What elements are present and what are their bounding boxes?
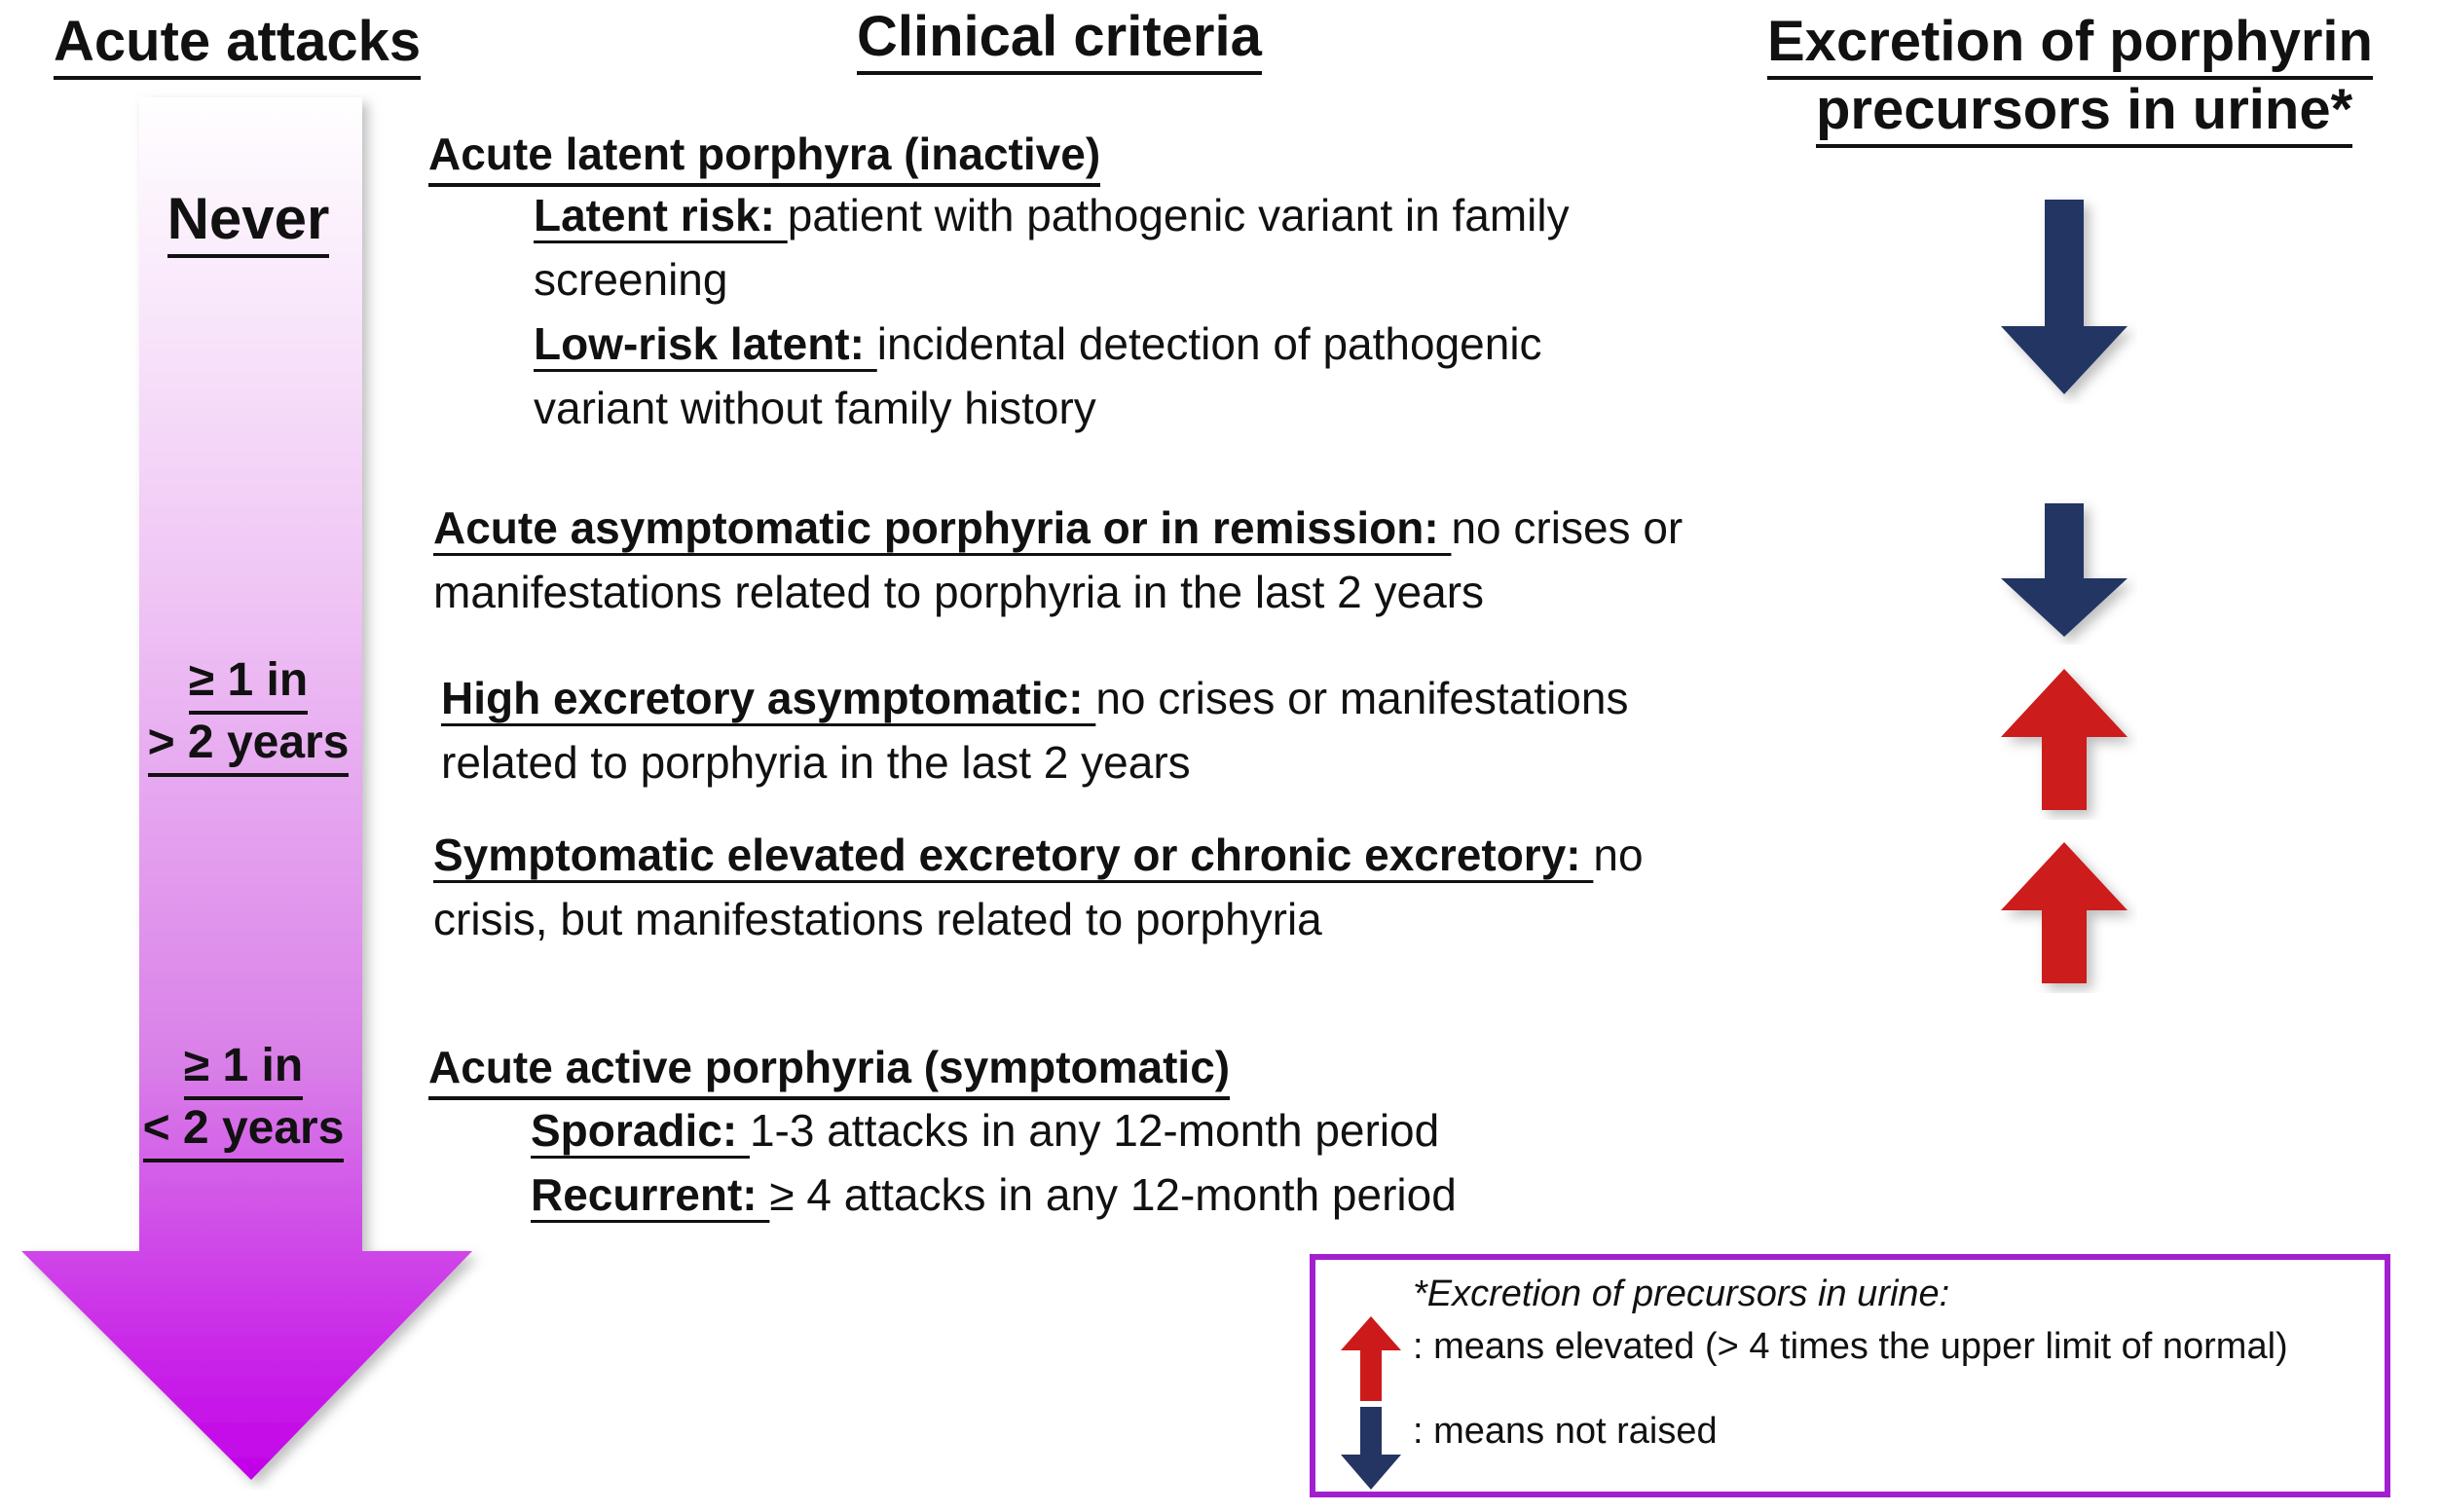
attack-level-never: Never xyxy=(167,185,330,258)
criteria-active-title: Acute active porphyria (symptomatic) xyxy=(428,1040,1230,1100)
criteria-recurrent-text: ≥ 4 attacks in any 12-month period xyxy=(769,1169,1457,1220)
attack-level-ge1-line1: ≥ 1 in xyxy=(189,652,308,715)
excretion-arrow-elevated-2 xyxy=(1991,837,2137,993)
attack-level-gt2-line2: > 2 years xyxy=(148,715,350,777)
criteria-symptomatic-elevated-text: no crisis, but manifestations related to porphyria xyxy=(433,830,1644,944)
criteria-low-risk-text: incidental detection of pathogenic variant without family history xyxy=(534,318,1542,433)
legend-box xyxy=(1310,1254,2390,1497)
criteria-latent-risk-label: Latent risk: xyxy=(534,190,788,240)
criteria-symptomatic-elevated xyxy=(433,823,1738,951)
legend-title: *Excretion of precursors in urine: xyxy=(1413,1273,1950,1314)
criteria-sporadic-label: Sporadic: xyxy=(531,1105,750,1156)
criteria-latent-title: Acute latent porphyra (inactive) xyxy=(428,127,1100,187)
attack-level-ge1-line1-b: ≥ 1 in xyxy=(184,1038,303,1100)
header-clinical-criteria: Clinical criteria xyxy=(857,5,1262,75)
criteria-high-excretory-label: High excretory asymptomatic: xyxy=(441,673,1096,723)
legend-up-arrow-icon xyxy=(1337,1313,1405,1406)
criteria-asymptomatic-text: no crises or manifestations related to porphyria in the last 2 years xyxy=(433,502,1684,617)
criteria-recurrent xyxy=(531,1162,1457,1227)
criteria-symptomatic-elevated-label: Symptomatic elevated excretory or chronic excretory: xyxy=(433,830,1594,880)
header-excretion-line2: precursors in urine* xyxy=(1816,78,2352,148)
criteria-latent-risk-text: patient with pathogenic variant in family screening xyxy=(534,190,1570,305)
excretion-arrow-not-raised-2 xyxy=(1991,498,2137,645)
attack-level-lt2-line2: < 2 years xyxy=(143,1100,345,1162)
criteria-recurrent-label: Recurrent: xyxy=(531,1169,770,1220)
excretion-arrow-elevated-1 xyxy=(1991,664,2137,820)
criteria-asymptomatic-label: Acute asymptomatic porphyria or in remission: xyxy=(433,502,1452,553)
legend-down-arrow-icon xyxy=(1337,1404,1405,1494)
header-excretion-line1: Excretion of porphyrin xyxy=(1767,10,2373,80)
legend-elevated-text: : means elevated (> 4 times the upper limit of normal) xyxy=(1413,1326,2288,1367)
legend-not-raised-text: : means not raised xyxy=(1413,1411,1718,1452)
criteria-low-risk xyxy=(534,312,1653,440)
criteria-latent-risk xyxy=(534,183,1624,312)
acute-attacks-gradient-arrow xyxy=(0,88,487,1490)
criteria-low-risk-label: Low-risk latent: xyxy=(534,318,877,369)
criteria-high-excretory-text: no crises or manifestations related to porphyria in the last 2 years xyxy=(441,673,1629,788)
excretion-arrow-not-raised-1 xyxy=(1991,195,2137,404)
criteria-sporadic xyxy=(531,1098,1439,1162)
criteria-sporadic-text: 1-3 attacks in any 12-month period xyxy=(749,1105,1440,1156)
header-acute-attacks: Acute attacks xyxy=(54,10,421,80)
criteria-high-excretory xyxy=(441,666,1746,794)
criteria-asymptomatic xyxy=(433,496,1758,624)
